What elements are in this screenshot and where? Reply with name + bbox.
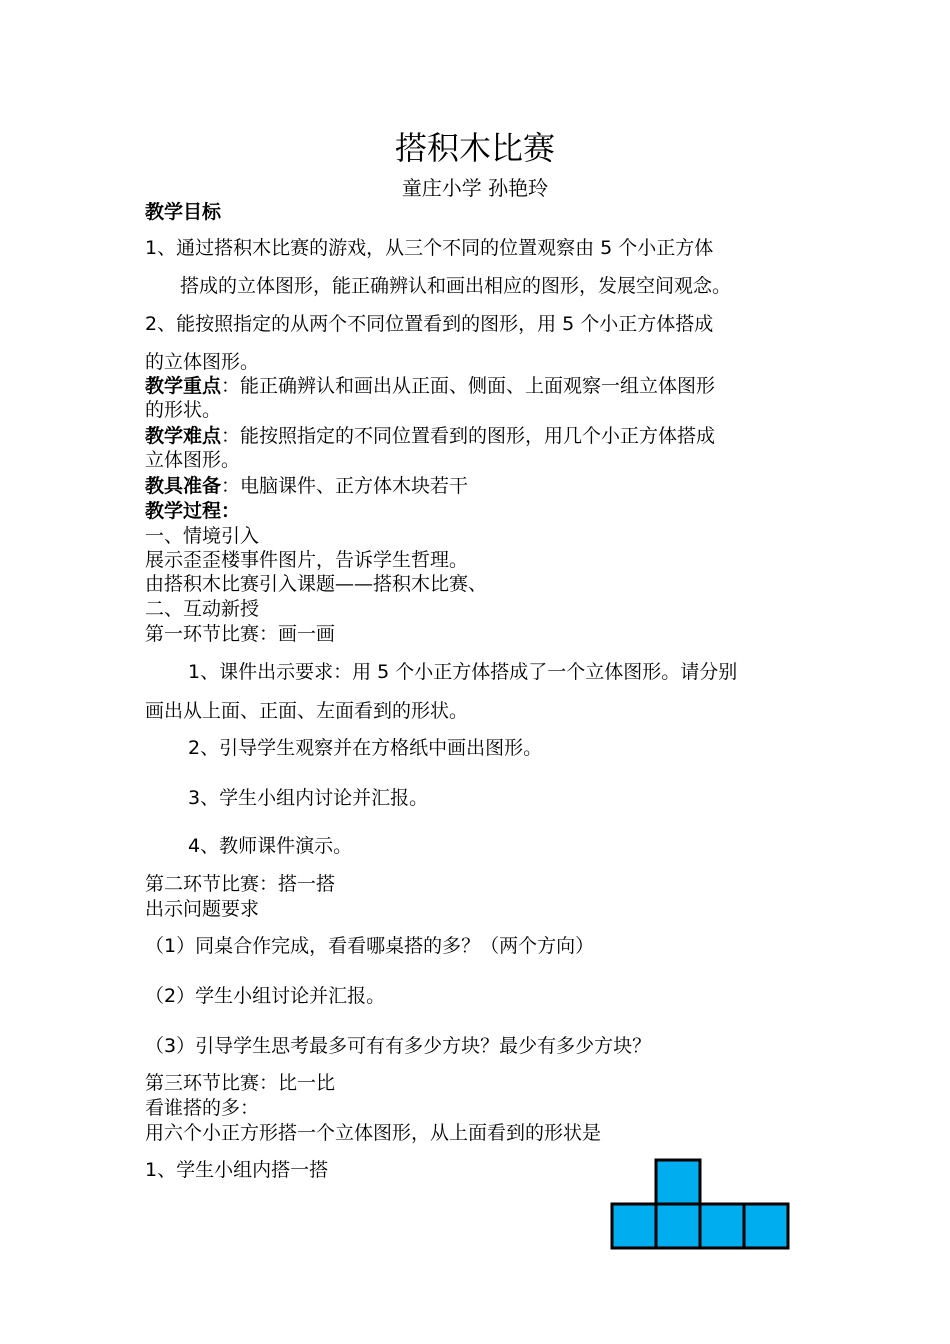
key-point-cont: 的形状。	[145, 399, 222, 421]
round-1-item-2: 2、引导学生观察并在方格纸中画出图形。	[188, 737, 543, 759]
square-bottom-3	[700, 1204, 744, 1248]
objective-2-line-1: 2、能按照指定的从两个不同位置看到的图形，用 5 个小正方体搭成	[145, 313, 714, 335]
objective-1-line-1: 1、通过搭积木比赛的游戏，从三个不同的位置观察由 5 个小正方体	[145, 237, 714, 259]
round-2-item-1: （1）同桌合作完成，看看哪桌搭的多？（两个方向）	[145, 935, 595, 957]
square-bottom-1	[612, 1204, 656, 1248]
page-title: 搭积木比赛	[394, 129, 555, 167]
round-1-heading: 第一环节比赛：画一画	[145, 623, 336, 645]
round-1-item-1-line-2: 画出从上面、正面、左面看到的形状。	[145, 700, 469, 722]
difficulty-text: ：能按照指定的不同位置看到的图形，用几个小正方体搭成	[221, 425, 716, 447]
section-1-line-1: 展示歪歪楼事件图片，告诉学生哲理。	[145, 549, 469, 571]
round-3-line-1: 看谁搭的多：	[145, 1097, 260, 1119]
materials-line	[145, 474, 468, 498]
square-bottom-2	[656, 1204, 700, 1248]
difficulty-line	[145, 424, 715, 448]
round-2-intro: 出示问题要求	[145, 898, 260, 920]
square-top	[656, 1160, 700, 1204]
round-3-heading: 第三环节比赛：比一比	[145, 1072, 336, 1094]
materials-text: ：电脑课件、正方体木块若干	[221, 475, 469, 497]
objective-1-line-2: 搭成的立体图形，能正确辨认和画出相应的图形，发展空间观念。	[180, 275, 732, 297]
process-heading	[145, 499, 240, 523]
objective-2-line-2: 的立体图形。	[145, 351, 260, 373]
round-1-item-3: 3、学生小组内讨论并汇报。	[188, 787, 429, 809]
round-1-item-4: 4、教师课件演示。	[188, 835, 353, 857]
process-label: 教学过程	[145, 500, 222, 522]
key-point-label: 教学重点	[145, 375, 222, 397]
difficulty-label: 教学难点	[145, 425, 222, 447]
round-2-item-2: （2）学生小组讨论并汇报。	[145, 985, 386, 1007]
author-line: 童庄小学 孙艳玲	[401, 176, 549, 200]
round-2-heading: 第二环节比赛：搭一搭	[145, 873, 336, 895]
round-3-line-2: 用六个小正方形搭一个立体图形，从上面看到的形状是	[145, 1122, 602, 1144]
materials-label: 教具准备	[145, 475, 222, 497]
square-bottom-4	[744, 1204, 788, 1248]
top-view-shape-figure	[610, 1158, 790, 1250]
process-colon: ：	[221, 500, 241, 522]
round-1-item-1-line-1: 1、课件出示要求：用 5 个小正方体搭成了一个立体图形。请分别	[188, 661, 738, 683]
round-3-item-1: 1、学生小组内搭一搭	[145, 1159, 329, 1181]
section-1-heading: 一、情境引入	[145, 525, 260, 547]
key-point-text: ：能正确辨认和画出从正面、侧面、上面观察一组立体图形	[221, 375, 716, 397]
objectives-heading: 教学目标	[145, 201, 222, 223]
round-2-item-3: （3）引导学生思考最多可有有多少方块？最少有多少方块？	[145, 1035, 652, 1057]
difficulty-cont: 立体图形。	[145, 449, 241, 471]
section-1-line-2: 由搭积木比赛引入课题——搭积木比赛、	[145, 573, 488, 595]
section-2-heading: 二、互动新授	[145, 598, 260, 620]
key-point-line	[145, 374, 715, 398]
